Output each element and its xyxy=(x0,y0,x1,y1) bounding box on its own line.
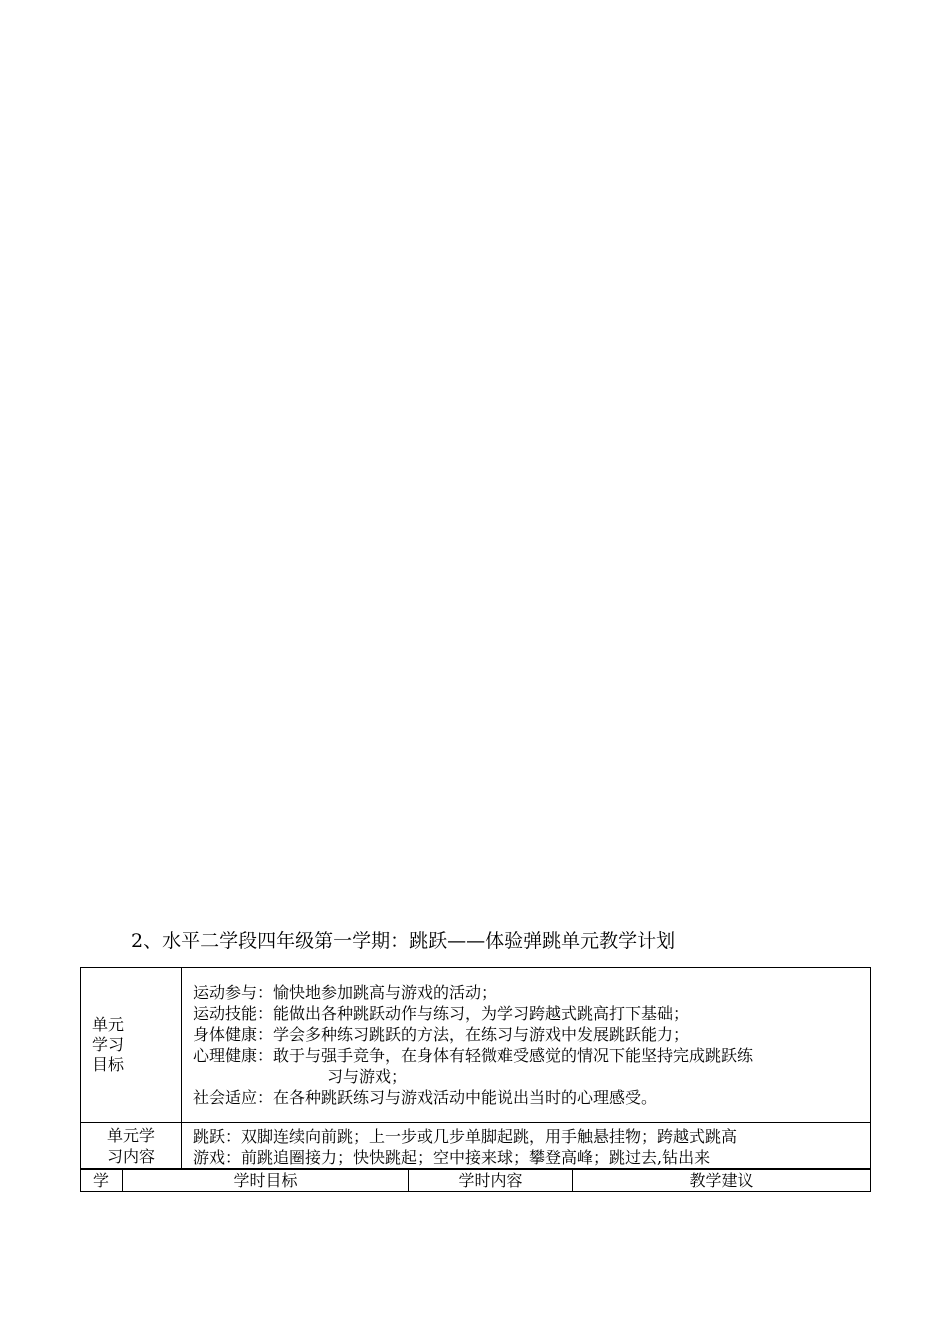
goal-physical-health: 身体健康：学会多种练习跳跃的方法，在练习与游戏中发展跳跃能力； xyxy=(193,1025,690,1044)
goal-social-adaptation: 社会适应：在各种跳跃练习与游戏活动中能说出当时的心理感受。 xyxy=(193,1088,658,1107)
unit-plan-table xyxy=(80,967,871,1169)
header-lesson-content: 学时内容 xyxy=(409,1170,573,1192)
unit-goals-label-line: 目标 xyxy=(92,1055,125,1074)
unit-goals-label-cell xyxy=(81,968,182,1123)
content-jumping: 跳跃：双脚连续向前跳；上一步或几步单脚起跳，用手触悬挂物；跨越式跳高 xyxy=(193,1127,738,1146)
unit-goals-label-line: 学习 xyxy=(92,1035,125,1054)
goal-participation: 运动参与：愉快地参加跳高与游戏的活动； xyxy=(193,983,498,1002)
content-games: 游戏：前跳追圈接力；快快跳起；空中接来球；攀登高峰；跳过去,钻出来 xyxy=(193,1148,711,1167)
lesson-header-table xyxy=(80,1169,871,1192)
lesson-header-row xyxy=(81,1170,871,1192)
unit-content-cell xyxy=(182,1123,871,1169)
unit-goals-row xyxy=(81,968,871,1123)
unit-content-row xyxy=(81,1123,871,1169)
unit-content-label-line: 习内容 xyxy=(106,1146,155,1166)
unit-goals-content-cell xyxy=(182,968,871,1123)
unit-content-label-line: 单元学 xyxy=(106,1125,155,1145)
unit-content-label-cell xyxy=(81,1123,182,1169)
unit-goals-label-line: 单元 xyxy=(92,1015,125,1034)
goal-mental-health-continued: 习与游戏； xyxy=(327,1067,408,1086)
header-lesson-goals: 学时目标 xyxy=(123,1170,409,1192)
header-teaching-suggestions: 教学建议 xyxy=(573,1170,871,1192)
document-title: 2、水平二学段四年级第一学期：跳跃——体验弹跳单元教学计划 xyxy=(131,930,676,952)
goal-skills: 运动技能：能做出各种跳跃动作与练习，为学习跨越式跳高打下基础； xyxy=(193,1004,690,1023)
goal-mental-health: 心理健康：敢于与强手竞争，在身体有轻微难受感觉的情况下能坚持完成跳跃练 xyxy=(193,1046,754,1065)
header-lesson-number: 学 xyxy=(81,1170,123,1192)
